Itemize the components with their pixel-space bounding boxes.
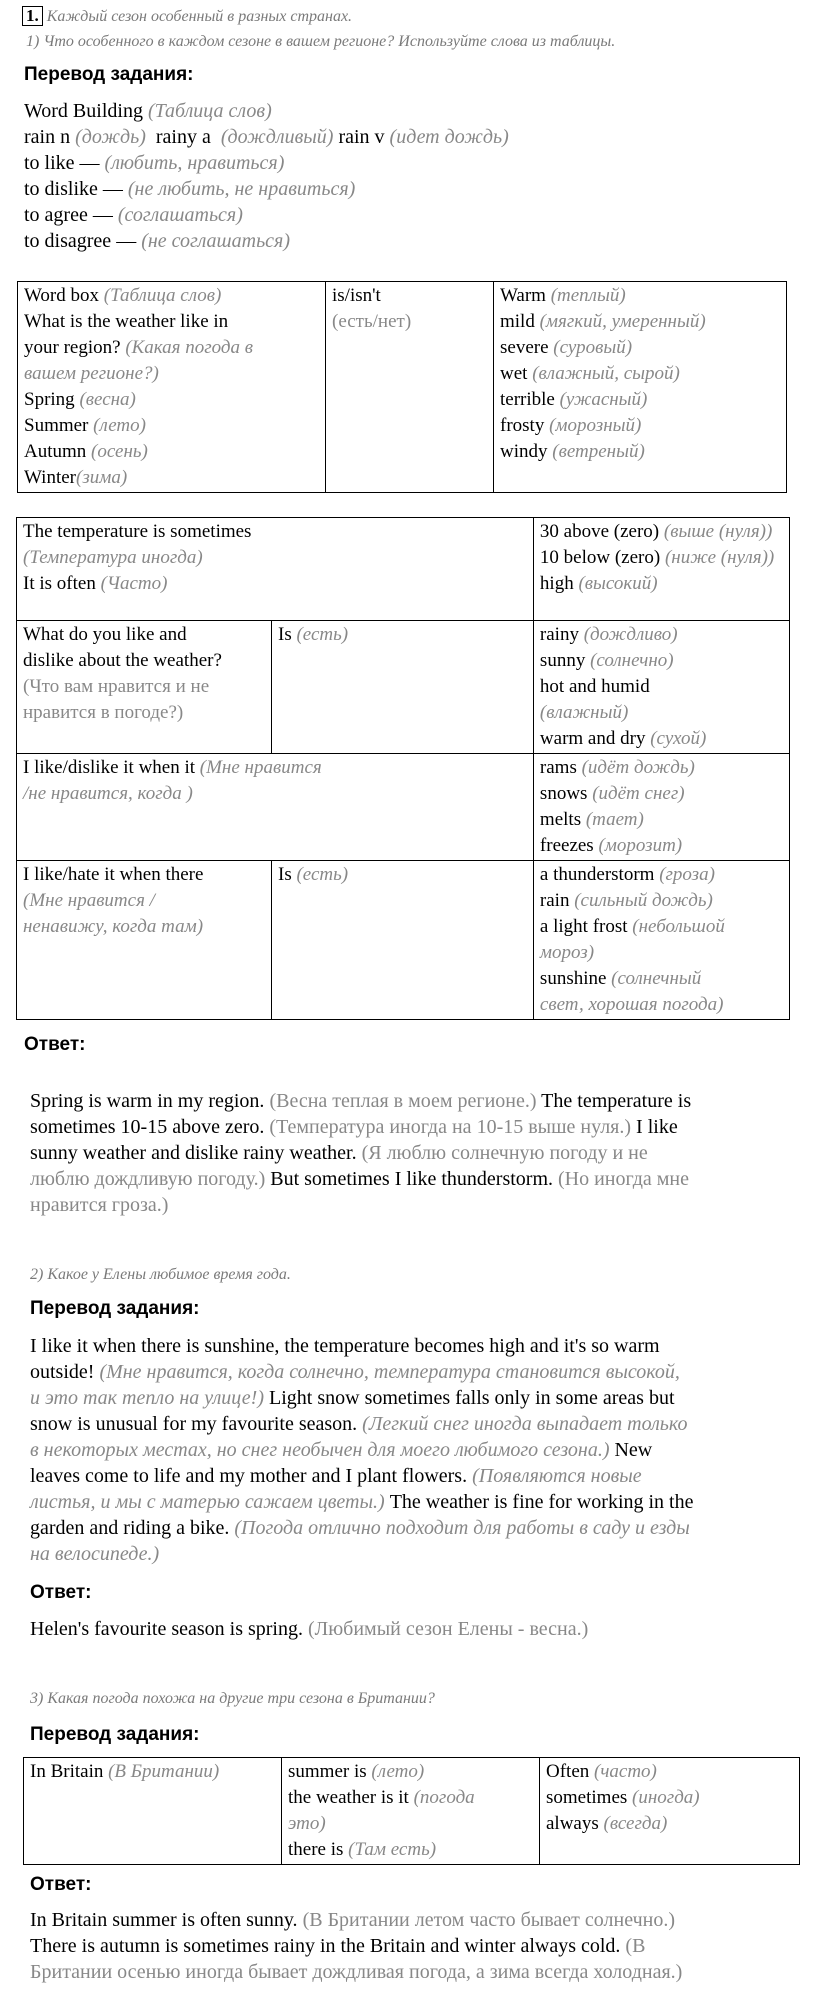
answer-3: In Britain summer is often sunny. (В Британии летом часто бывает солнечно.) There is autumn is sometimes rainy in the Britain and winter always cold. (В Британии осенью иногда бывает дождливая погода, а зима всегда холодная.) <box>30 1909 683 1983</box>
answer-2: Helen's favourite season is spring. (Любимый сезон Елены - весна.) <box>30 1618 589 1640</box>
word-box-table <box>17 281 787 493</box>
britain-col3: Often (часто) sometimes (иногда) always (всегда) <box>540 1758 800 1865</box>
answer-heading-2: Ответ: <box>30 1582 92 1603</box>
word-box-col2: is/isn't (есть/нет) <box>326 282 494 493</box>
row4-col3: a thunderstorm (гроза) rain (сильный дождь) a light frost (небольшой мороз) sunshine (солнечный свет, хорошая погода) <box>533 861 789 1020</box>
task-number: 1. <box>22 6 43 26</box>
answer-heading-3: Ответ: <box>30 1874 92 1895</box>
task-header <box>22 6 352 26</box>
row3-col1: I like/dislike it when it (Мне нравится /не нравится, когда ) <box>17 754 534 861</box>
britain-table <box>23 1757 800 1865</box>
word-building: Word Building (Таблица слов) rain n (дождь) rainy a (дождливый) rain v (идет дождь) to like — (любить, нравиться) to dislike — (не любить, не нравиться) to agree — (соглашаться) to disagree — (не соглашаться) <box>24 100 509 252</box>
britain-col1: In Britain (В Британии) <box>24 1758 282 1865</box>
row1-col1: The temperature is sometimes (Температура иногда) It is often (Часто) <box>17 518 534 621</box>
task2-text: I like it when there is sunshine, the temperature becomes high and it's so warm outside! (Мне нравится, когда солнечно, температура становится высокой, и это так тепло на улице!) Light snow sometimes falls only in some areas but snow is unusual for my favourite season. (Легкий снег иногда выпадает только в некоторых местах, но снег необычен для моего любимого сезона.) New leaves come to life and my mother and I plant flowers. (Появляются новые листья, и мы с матерью сажаем цветы.) The weather is fine for working in the garden and riding a bike. (Погода отлично подходит для работы в саду и езды на велосипеде.) <box>30 1335 694 1565</box>
row2-col3: rainy (дождливо) sunny (солнечно) hot and humid (влажный) warm and dry (сухой) <box>533 621 789 754</box>
weather-table <box>16 517 790 1020</box>
row2-col2: Is (есть) <box>272 621 534 754</box>
question-3: 3) Какая погода похожа на другие три сезона в Британии? <box>30 1690 435 1707</box>
britain-col2: summer is (лето) the weather is it (погода это) there is (Там есть) <box>282 1758 540 1865</box>
translation-heading-1: Перевод задания: <box>24 64 194 85</box>
question-2: 2) Какое у Елены любимое время года. <box>30 1266 291 1283</box>
question-1: 1) Что особенного в каждом сезоне в вашем регионе? Используйте слова из таблицы. <box>26 33 616 50</box>
task-title: Каждый сезон особенный в разных странах. <box>46 8 353 25</box>
word-box-col1: Word box (Таблица слов) What is the weather like in your region? (Какая погода в вашем регионе?) Spring (весна) Summer (лето) Autumn (осень) Winter(зима) <box>18 282 326 493</box>
row1-col2: 30 above (zero) (выше (нуля)) 10 below (zero) (ниже (нуля)) high (высокий) <box>533 518 789 621</box>
row3-col2: rams (идёт дождь) snows (идёт снег) melts (тает) freezes (морозит) <box>533 754 789 861</box>
answer-heading-1: Ответ: <box>24 1034 86 1055</box>
translation-heading-2: Перевод задания: <box>30 1298 200 1319</box>
translation-heading-3: Перевод задания: <box>30 1724 200 1745</box>
row4-col1: I like/hate it when there (Мне нравится / ненавижу, когда там) <box>17 861 272 1020</box>
answer-1: Spring is warm in my region. (Весна теплая в моем регионе.) The temperature is sometimes 10-15 above zero. (Температура иногда на 10-15 выше нуля.) I like sunny weather and dislike rainy weather. (Я люблю солнечную погоду и не люблю дождливую погоду.) But sometimes I like thunderstorm. (Но иногда мне нравится гроза.) <box>30 1090 692 1216</box>
word-box-col3: Warm (теплый) mild (мягкий, умеренный) severe (суровый) wet (влажный, сырой) terrible (ужасный) frosty (морозный) windy (ветреный) <box>494 282 787 493</box>
row2-col1: What do you like and dislike about the weather? (Что вам нравится и не нравится в погоде?) <box>17 621 272 754</box>
row4-col2: Is (есть) <box>272 861 534 1020</box>
